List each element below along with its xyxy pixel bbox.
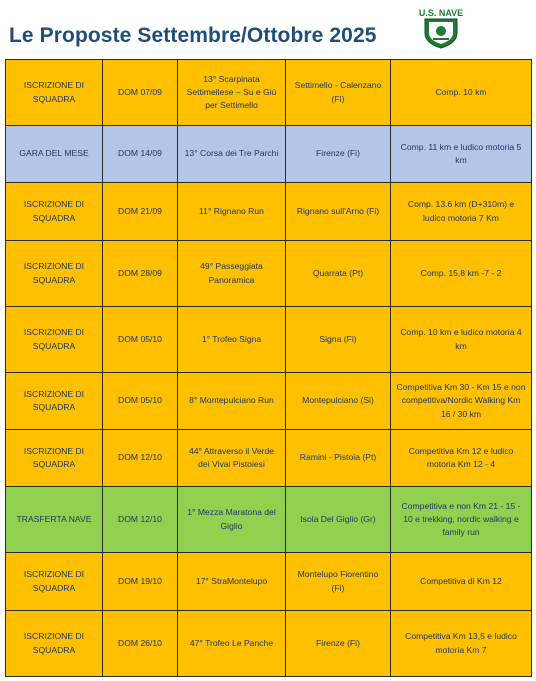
event-date-cell: DOM 07/09 — [103, 60, 178, 126]
event-name-cell: 13° Scarpinata Settimellese – Su e Giù per Settimello — [178, 60, 286, 126]
event-place-cell: Rignano sull'Arno (Fi) — [286, 183, 391, 241]
events-table — [5, 59, 532, 677]
event-type-cell: ISCRIZIONE DI SQUADRA — [6, 183, 103, 241]
emblem-bar — [433, 38, 449, 40]
logo-text: U.S. NAVE — [418, 8, 464, 18]
table-row — [6, 307, 532, 373]
event-details-cell: Comp. 13.6 km (D+310m) e ludico motoria 7 Km — [391, 183, 532, 241]
event-place-cell: Isola Del Giglio (Gr) — [286, 487, 391, 553]
event-date-cell: DOM 12/10 — [103, 487, 178, 553]
table-row — [6, 430, 532, 487]
event-date-cell: DOM 12/10 — [103, 430, 178, 487]
event-details-cell: Competitiva Km 13,5 e ludico motoria Km 7 — [391, 611, 532, 677]
event-type-cell: GARA DEL MESE — [6, 126, 103, 183]
event-name-cell: 8° Montepulciano Run — [178, 373, 286, 430]
table-row — [6, 60, 532, 126]
event-date-cell: DOM 26/10 — [103, 611, 178, 677]
us-nave-logo — [417, 6, 465, 50]
event-date-cell: DOM 28/09 — [103, 241, 178, 307]
event-type-cell: ISCRIZIONE DI SQUADRA — [6, 373, 103, 430]
event-details-cell: Comp. 10 km e ludico motoria 4 km — [391, 307, 532, 373]
event-date-cell: DOM 21/09 — [103, 183, 178, 241]
event-date-cell: DOM 05/10 — [103, 307, 178, 373]
event-details-cell: Competitiva di Km 12 — [391, 553, 532, 611]
event-details-cell: Comp. 10 km — [391, 60, 532, 126]
event-date-cell: DOM 05/10 — [103, 373, 178, 430]
event-place-cell: Ramini - Pistoia (Pt) — [286, 430, 391, 487]
event-name-cell: 1° Mezza Maratona del Giglio — [178, 487, 286, 553]
event-place-cell: Settimello - Calenzano (Fi) — [286, 60, 391, 126]
table-row — [6, 241, 532, 307]
event-place-cell: Quarrata (Pt) — [286, 241, 391, 307]
event-name-cell: 17° StraMontelupo — [178, 553, 286, 611]
table-row — [6, 373, 532, 430]
event-place-cell: Firenze (Fi) — [286, 126, 391, 183]
table-row — [6, 126, 532, 183]
event-type-cell: ISCRIZIONE DI SQUADRA — [6, 553, 103, 611]
event-name-cell: 49° Passeggiata Panoramica — [178, 241, 286, 307]
table-row — [6, 487, 532, 553]
emblem-icon — [436, 26, 446, 36]
event-date-cell: DOM 19/10 — [103, 553, 178, 611]
event-type-cell: ISCRIZIONE DI SQUADRA — [6, 611, 103, 677]
event-date-cell: DOM 14/09 — [103, 126, 178, 183]
event-details-cell: Competitiva Km 12 e ludico motoria Km 12 - 4 — [391, 430, 532, 487]
event-name-cell: 47° Trofeo Le Panche — [178, 611, 286, 677]
table-row — [6, 183, 532, 241]
event-name-cell: 11° Rignano Run — [178, 183, 286, 241]
event-name-cell: 1° Trofeo Signa — [178, 307, 286, 373]
event-type-cell: ISCRIZIONE DI SQUADRA — [6, 241, 103, 307]
event-name-cell: 44° Attraverso il Verde dei Vivai Pistoiesi — [178, 430, 286, 487]
event-name-cell: 13° Corsa dei Tre Parchi — [178, 126, 286, 183]
table-row — [6, 611, 532, 677]
table-row — [6, 553, 532, 611]
event-place-cell: Signa (Fi) — [286, 307, 391, 373]
event-type-cell: ISCRIZIONE DI SQUADRA — [6, 60, 103, 126]
event-details-cell: Comp. 15,8 km -7 - 2 — [391, 241, 532, 307]
page-title: Le Proposte Settembre/Ottobre 2025 — [9, 24, 377, 47]
event-place-cell: Montepulciano (Si) — [286, 373, 391, 430]
event-details-cell: Competitiva e non Km 21 - 15 - 10 e trekking, nordic walking e family run — [391, 487, 532, 553]
event-place-cell: Firenze (Fi) — [286, 611, 391, 677]
event-type-cell: TRASFERTA NAVE — [6, 487, 103, 553]
event-type-cell: ISCRIZIONE DI SQUADRA — [6, 307, 103, 373]
event-details-cell: Comp. 11 km e ludico motoria 5 km — [391, 126, 532, 183]
event-place-cell: Montelupo Fiorentino (Fi) — [286, 553, 391, 611]
event-type-cell: ISCRIZIONE DI SQUADRA — [6, 430, 103, 487]
event-details-cell: Competitiva Km 30 - Km 15 e non competitiva/Nordic Walking Km 16 / 30 km — [391, 373, 532, 430]
